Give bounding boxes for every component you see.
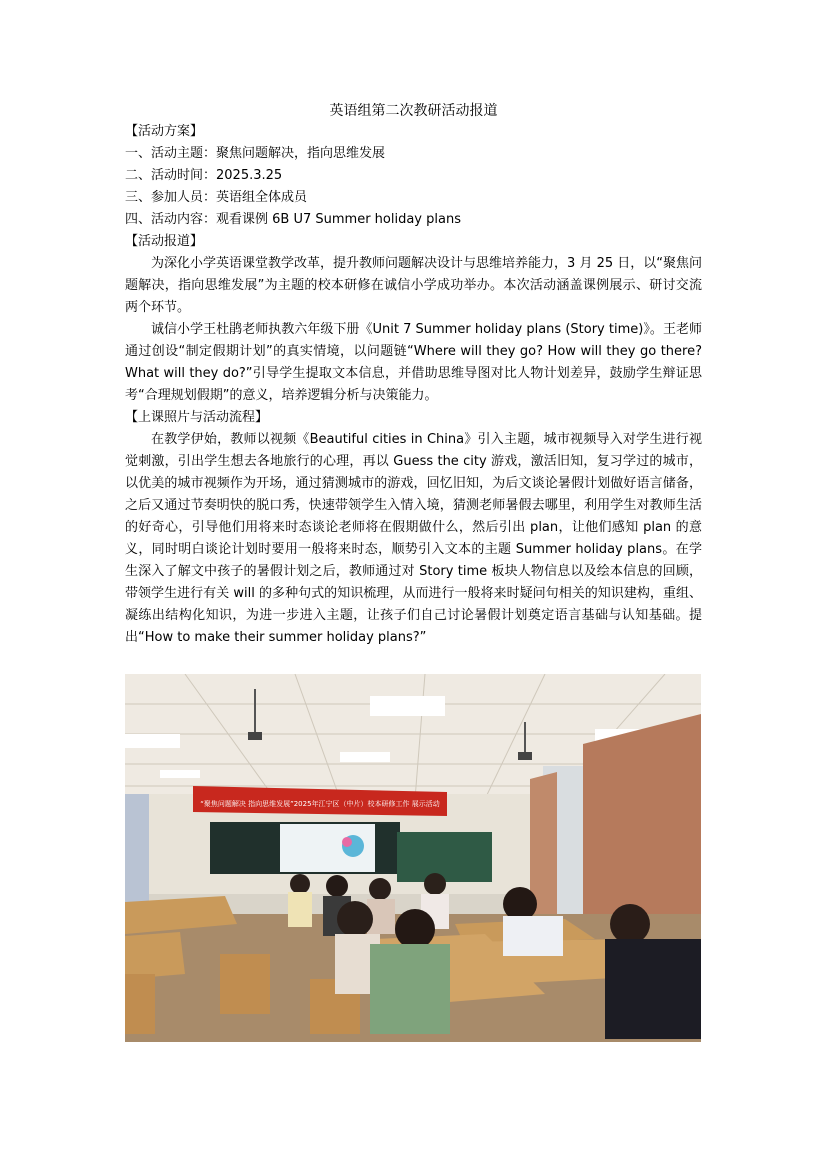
plan-item-participants: 三、参加人员：英语组全体成员 [125, 190, 308, 205]
process-paragraph: 在教学伊始，教师以视频《Beautiful cities in China》引入主题，城市视频导入对学生进行视觉刺激，引出学生想去各地旅行的心理，再以 Guess the city 游戏，激活旧知，复习学过的城市，以优美的城市视频作为开场，通过猜测城市的游戏，回忆旧知，为后文谈论暑假计划做好语言储备，之后又通过节奏明快的脱口秀，快速带领学生入情入境，猜测老师暑假去哪里，利用学生对教师生活的好奇心，引导他们用将来时态谈论老师将在假期做什么，然后引出 plan，让他们感知 plan 的意义，同时明白谈论计划时要用一般将来时态，顺势引入文本的主题 Summer holiday plans。在学生深入了解文中孩子的暑假计划之后，教师通过对 Story time 板块人物信息以及绘本信息的回顾，带领学生进行有关 will 的多种句式的知识梳理，从而进行一般将来时疑问句相关的知识建构，重组、凝练出结构化知识，为进一步进入主题，让孩子们自己讨论暑假计划奠定语言基础与认知基础。提出“How to make their summer holiday plans?” [125, 432, 702, 645]
banner-text: “聚焦问题解决 指向思维发展”2025年江宁区（中片）校本研修工作 展示活动 [200, 800, 440, 808]
plan-item-time: 二、活动时间：2025.3.25 [125, 168, 283, 183]
plan-item-content: 四、活动内容：观看课例 6B U7 Summer holiday plans [125, 212, 461, 227]
section-heading-photos: 【上课照片与活动流程】 [125, 410, 269, 425]
report-paragraph: 诚信小学王杜鹃老师执教六年级下册《Unit 7 Summer holiday plans (Story time)》。王老师通过创设“制定假期计划”的真实情境，以问题链“Where will they go? How will they go there? What will they do?”引导学生提取文本信息，并借助思维导图对比人物计划差异，鼓励学生辩证思考“合理规划假期”的意义，培养逻辑分析与决策能力。 [125, 322, 702, 403]
classroom-photo [125, 674, 701, 1042]
section-heading-plan: 【活动方案】 [125, 124, 204, 139]
plan-item-theme: 一、活动主题：聚焦问题解决，指向思维发展 [125, 146, 386, 161]
report-paragraph: 为深化小学英语课堂教学改革，提升教师问题解决设计与思维培养能力，3 月 25 日，以“聚焦问题解决，指向思维发展”为主题的校本研修在诚信小学成功举办。本次活动涵盖课例展示、研讨交流两个环节。 [125, 256, 702, 315]
document-body [125, 121, 702, 649]
section-heading-report: 【活动报道】 [125, 234, 204, 249]
document-title: 英语组第二次教研活动报道 [329, 103, 498, 119]
